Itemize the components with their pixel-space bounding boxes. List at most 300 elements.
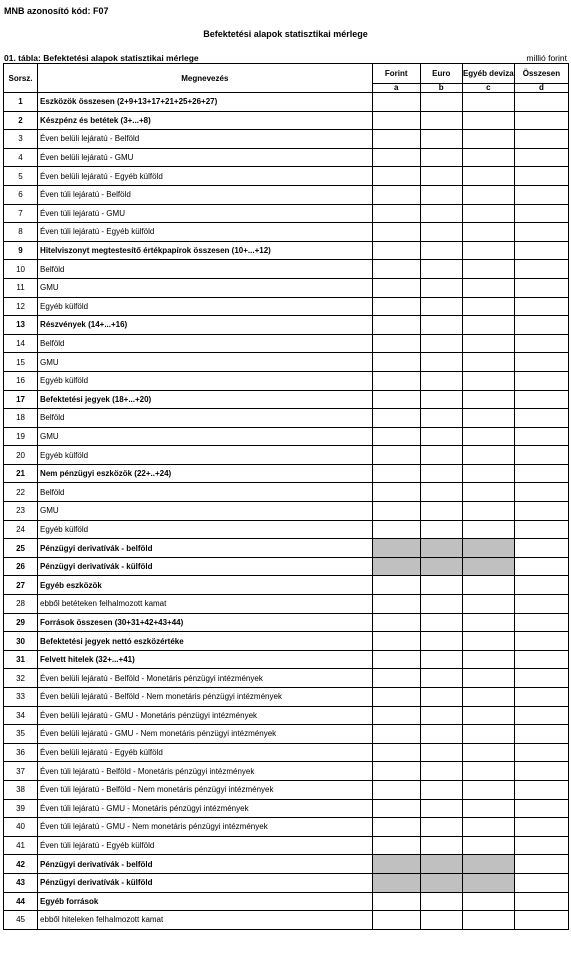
row-number: 39 bbox=[4, 799, 38, 818]
cell-forint[interactable] bbox=[372, 576, 420, 595]
row-number: 9 bbox=[4, 241, 38, 260]
cell-other-currency[interactable] bbox=[462, 371, 514, 390]
cell-forint[interactable] bbox=[372, 799, 420, 818]
cell-total[interactable] bbox=[514, 371, 568, 390]
header-total: Összesen bbox=[514, 64, 568, 84]
row-label: Nem pénzügyi eszközök (22+..+24) bbox=[38, 464, 373, 483]
row-label: Éven belüli lejáratú - Belföld bbox=[38, 130, 373, 149]
row-label: Pénzügyi derivatívák - külföld bbox=[38, 557, 373, 576]
table-row bbox=[4, 111, 569, 130]
cell-total[interactable] bbox=[514, 650, 568, 669]
cell-total[interactable] bbox=[514, 148, 568, 167]
balance-sheet-table bbox=[3, 63, 569, 930]
row-number: 12 bbox=[4, 297, 38, 316]
row-label: Éven túli lejáratú - Egyéb külföld bbox=[38, 223, 373, 242]
cell-forint[interactable] bbox=[372, 464, 420, 483]
cell-euro[interactable] bbox=[420, 595, 462, 614]
table-row bbox=[4, 93, 569, 112]
cell-total[interactable] bbox=[514, 260, 568, 279]
row-number: 21 bbox=[4, 464, 38, 483]
cell-euro[interactable] bbox=[420, 409, 462, 428]
row-number: 44 bbox=[4, 892, 38, 911]
row-label: Befektetési jegyek nettó eszközértéke bbox=[38, 632, 373, 651]
row-number: 2 bbox=[4, 111, 38, 130]
row-label: Éven belüli lejáratú - Egyéb külföld bbox=[38, 743, 373, 762]
row-number: 20 bbox=[4, 446, 38, 465]
cell-total[interactable] bbox=[514, 204, 568, 223]
cell-forint[interactable] bbox=[372, 111, 420, 130]
row-label: Belföld bbox=[38, 260, 373, 279]
row-label: Egyéb külföld bbox=[38, 520, 373, 539]
table-row bbox=[4, 502, 569, 521]
cell-other-currency[interactable] bbox=[462, 669, 514, 688]
cell-other-currency[interactable] bbox=[462, 427, 514, 446]
cell-forint[interactable] bbox=[372, 93, 420, 112]
table-row bbox=[4, 409, 569, 428]
cell-total[interactable] bbox=[514, 780, 568, 799]
cell-other-currency[interactable] bbox=[462, 725, 514, 744]
row-label: Egyéb külföld bbox=[38, 371, 373, 390]
cell-total[interactable] bbox=[514, 464, 568, 483]
cell-total[interactable] bbox=[514, 911, 568, 930]
cell-total[interactable] bbox=[514, 483, 568, 502]
cell-euro[interactable] bbox=[420, 316, 462, 335]
cell-forint[interactable] bbox=[372, 409, 420, 428]
cell-euro[interactable] bbox=[420, 260, 462, 279]
cell-other-currency[interactable] bbox=[462, 390, 514, 409]
table-row bbox=[4, 520, 569, 539]
table-row bbox=[4, 148, 569, 167]
cell-other-currency[interactable] bbox=[462, 278, 514, 297]
row-number: 29 bbox=[4, 613, 38, 632]
row-label: Éven túli lejáratú - GMU - Nem monetáris pénzügyi intézmények bbox=[38, 818, 373, 837]
table-row bbox=[4, 130, 569, 149]
cell-other-currency[interactable] bbox=[462, 762, 514, 781]
subheader-b: b bbox=[420, 84, 462, 93]
cell-other-currency[interactable] bbox=[462, 706, 514, 725]
table-row bbox=[4, 557, 569, 576]
cell-other-currency[interactable] bbox=[462, 743, 514, 762]
row-label: Éven túli lejáratú - Belföld bbox=[38, 185, 373, 204]
row-number: 18 bbox=[4, 409, 38, 428]
cell-other-currency bbox=[462, 855, 514, 874]
table-row bbox=[4, 613, 569, 632]
cell-total[interactable] bbox=[514, 427, 568, 446]
cell-other-currency[interactable] bbox=[462, 780, 514, 799]
row-label: Pénzügyi derivatívák - belföld bbox=[38, 539, 373, 558]
cell-euro[interactable] bbox=[420, 725, 462, 744]
cell-other-currency[interactable] bbox=[462, 204, 514, 223]
cell-other-currency[interactable] bbox=[462, 464, 514, 483]
cell-forint[interactable] bbox=[372, 725, 420, 744]
cell-euro[interactable] bbox=[420, 613, 462, 632]
cell-total[interactable] bbox=[514, 669, 568, 688]
cell-euro[interactable] bbox=[420, 464, 462, 483]
header-serial: Sorsz. bbox=[4, 64, 38, 93]
row-label: Belföld bbox=[38, 409, 373, 428]
table-row bbox=[4, 260, 569, 279]
table-row bbox=[4, 446, 569, 465]
row-number: 32 bbox=[4, 669, 38, 688]
table-row bbox=[4, 316, 569, 335]
cell-forint bbox=[372, 557, 420, 576]
cell-other-currency[interactable] bbox=[462, 111, 514, 130]
table-row bbox=[4, 632, 569, 651]
cell-other-currency bbox=[462, 557, 514, 576]
cell-forint[interactable] bbox=[372, 297, 420, 316]
cell-other-currency[interactable] bbox=[462, 818, 514, 837]
cell-total[interactable] bbox=[514, 725, 568, 744]
cell-euro[interactable] bbox=[420, 780, 462, 799]
cell-euro[interactable] bbox=[420, 185, 462, 204]
cell-other-currency[interactable] bbox=[462, 799, 514, 818]
row-label: ebből betéteken felhalmozott kamat bbox=[38, 595, 373, 614]
cell-euro[interactable] bbox=[420, 632, 462, 651]
row-label: GMU bbox=[38, 502, 373, 521]
cell-euro[interactable] bbox=[420, 204, 462, 223]
cell-total[interactable] bbox=[514, 390, 568, 409]
table-row bbox=[4, 185, 569, 204]
cell-other-currency[interactable] bbox=[462, 353, 514, 372]
cell-total[interactable] bbox=[514, 836, 568, 855]
row-number: 4 bbox=[4, 148, 38, 167]
cell-other-currency[interactable] bbox=[462, 576, 514, 595]
cell-forint[interactable] bbox=[372, 167, 420, 186]
row-label: Éven belüli lejáratú - Belföld - Nem monetáris pénzügyi intézmények bbox=[38, 688, 373, 707]
cell-forint[interactable] bbox=[372, 390, 420, 409]
row-number: 13 bbox=[4, 316, 38, 335]
cell-forint[interactable] bbox=[372, 650, 420, 669]
row-label: Egyéb külföld bbox=[38, 297, 373, 316]
cell-euro[interactable] bbox=[420, 167, 462, 186]
cell-total[interactable] bbox=[514, 502, 568, 521]
cell-other-currency[interactable] bbox=[462, 316, 514, 335]
row-label: Éven belüli lejáratú - Belföld - Monetáris pénzügyi intézmények bbox=[38, 669, 373, 688]
row-label: Éven túli lejáratú - Egyéb külföld bbox=[38, 836, 373, 855]
cell-euro bbox=[420, 557, 462, 576]
cell-euro[interactable] bbox=[420, 743, 462, 762]
cell-euro[interactable] bbox=[420, 93, 462, 112]
subheader-d: d bbox=[514, 84, 568, 93]
cell-total[interactable] bbox=[514, 316, 568, 335]
row-number: 35 bbox=[4, 725, 38, 744]
row-number: 5 bbox=[4, 167, 38, 186]
row-number: 45 bbox=[4, 911, 38, 930]
cell-total[interactable] bbox=[514, 576, 568, 595]
cell-forint[interactable] bbox=[372, 223, 420, 242]
cell-other-currency[interactable] bbox=[462, 483, 514, 502]
cell-forint[interactable] bbox=[372, 706, 420, 725]
cell-other-currency[interactable] bbox=[462, 148, 514, 167]
cell-total[interactable] bbox=[514, 873, 568, 892]
header-other-currency: Egyéb deviza bbox=[462, 64, 514, 84]
cell-total[interactable] bbox=[514, 93, 568, 112]
cell-forint[interactable] bbox=[372, 595, 420, 614]
table-row bbox=[4, 818, 569, 837]
table-row bbox=[4, 241, 569, 260]
table-row bbox=[4, 371, 569, 390]
cell-euro[interactable] bbox=[420, 706, 462, 725]
row-label: Éven belüli lejáratú - GMU - Monetáris pénzügyi intézmények bbox=[38, 706, 373, 725]
row-label: Éven túli lejáratú - Belföld - Nem monetáris pénzügyi intézmények bbox=[38, 780, 373, 799]
table-row bbox=[4, 297, 569, 316]
table-row bbox=[4, 873, 569, 892]
cell-total[interactable] bbox=[514, 111, 568, 130]
cell-total[interactable] bbox=[514, 185, 568, 204]
cell-other-currency[interactable] bbox=[462, 650, 514, 669]
row-label: Belföld bbox=[38, 334, 373, 353]
row-number: 36 bbox=[4, 743, 38, 762]
cell-euro[interactable] bbox=[420, 576, 462, 595]
cell-forint[interactable] bbox=[372, 278, 420, 297]
cell-forint[interactable] bbox=[372, 520, 420, 539]
cell-other-currency[interactable] bbox=[462, 613, 514, 632]
cell-forint[interactable] bbox=[372, 632, 420, 651]
table-row bbox=[4, 223, 569, 242]
row-number: 34 bbox=[4, 706, 38, 725]
row-label: GMU bbox=[38, 353, 373, 372]
row-number: 3 bbox=[4, 130, 38, 149]
cell-euro[interactable] bbox=[420, 297, 462, 316]
cell-forint[interactable] bbox=[372, 762, 420, 781]
cell-euro[interactable] bbox=[420, 353, 462, 372]
cell-euro[interactable] bbox=[420, 241, 462, 260]
cell-other-currency[interactable] bbox=[462, 632, 514, 651]
cell-total[interactable] bbox=[514, 557, 568, 576]
table-row bbox=[4, 353, 569, 372]
cell-forint[interactable] bbox=[372, 241, 420, 260]
row-label: Hitelviszonyt megtestesítő értékpapírok összesen (10+...+12) bbox=[38, 241, 373, 260]
cell-euro[interactable] bbox=[420, 223, 462, 242]
row-label: Éven túli lejáratú - GMU - Monetáris pénzügyi intézmények bbox=[38, 799, 373, 818]
cell-total[interactable] bbox=[514, 613, 568, 632]
table-row bbox=[4, 390, 569, 409]
cell-euro[interactable] bbox=[420, 371, 462, 390]
row-label: Eszközök összesen (2+9+13+17+21+25+26+27) bbox=[38, 93, 373, 112]
cell-total[interactable] bbox=[514, 334, 568, 353]
cell-other-currency[interactable] bbox=[462, 241, 514, 260]
cell-forint[interactable] bbox=[372, 427, 420, 446]
cell-other-currency[interactable] bbox=[462, 502, 514, 521]
row-number: 24 bbox=[4, 520, 38, 539]
header-name: Megnevezés bbox=[38, 64, 373, 93]
cell-total[interactable] bbox=[514, 353, 568, 372]
table-caption: 01. tábla: Befektetési alapok statisztikai mérlege bbox=[4, 53, 199, 63]
cell-total[interactable] bbox=[514, 409, 568, 428]
row-number: 40 bbox=[4, 818, 38, 837]
table-row bbox=[4, 427, 569, 446]
cell-euro[interactable] bbox=[420, 799, 462, 818]
cell-other-currency[interactable] bbox=[462, 520, 514, 539]
row-label: Éven belüli lejáratú - GMU - Nem monetáris pénzügyi intézmények bbox=[38, 725, 373, 744]
subheader-c: c bbox=[462, 84, 514, 93]
table-row bbox=[4, 595, 569, 614]
cell-euro[interactable] bbox=[420, 892, 462, 911]
cell-euro[interactable] bbox=[420, 148, 462, 167]
cell-forint[interactable] bbox=[372, 613, 420, 632]
row-label: Egyéb eszközök bbox=[38, 576, 373, 595]
table-row bbox=[4, 483, 569, 502]
cell-other-currency bbox=[462, 873, 514, 892]
cell-other-currency[interactable] bbox=[462, 595, 514, 614]
cell-euro[interactable] bbox=[420, 334, 462, 353]
row-number: 6 bbox=[4, 185, 38, 204]
cell-euro[interactable] bbox=[420, 911, 462, 930]
cell-forint bbox=[372, 855, 420, 874]
cell-total[interactable] bbox=[514, 539, 568, 558]
cell-euro[interactable] bbox=[420, 520, 462, 539]
table-row bbox=[4, 725, 569, 744]
row-label: Pénzügyi derivatívák - belföld bbox=[38, 855, 373, 874]
row-number: 26 bbox=[4, 557, 38, 576]
row-label: Éven belüli lejáratú - Egyéb külföld bbox=[38, 167, 373, 186]
cell-forint bbox=[372, 539, 420, 558]
cell-total[interactable] bbox=[514, 297, 568, 316]
cell-euro[interactable] bbox=[420, 836, 462, 855]
row-number: 25 bbox=[4, 539, 38, 558]
table-row bbox=[4, 855, 569, 874]
cell-other-currency[interactable] bbox=[462, 409, 514, 428]
cell-total[interactable] bbox=[514, 706, 568, 725]
cell-euro[interactable] bbox=[420, 669, 462, 688]
row-number: 42 bbox=[4, 855, 38, 874]
cell-other-currency[interactable] bbox=[462, 185, 514, 204]
cell-euro[interactable] bbox=[420, 111, 462, 130]
row-number: 10 bbox=[4, 260, 38, 279]
cell-total[interactable] bbox=[514, 743, 568, 762]
table-row bbox=[4, 650, 569, 669]
cell-other-currency[interactable] bbox=[462, 334, 514, 353]
cell-forint[interactable] bbox=[372, 446, 420, 465]
cell-euro[interactable] bbox=[420, 762, 462, 781]
cell-other-currency[interactable] bbox=[462, 260, 514, 279]
cell-forint[interactable] bbox=[372, 260, 420, 279]
cell-other-currency[interactable] bbox=[462, 446, 514, 465]
cell-forint[interactable] bbox=[372, 371, 420, 390]
row-label: Éven belüli lejáratú - GMU bbox=[38, 148, 373, 167]
table-row bbox=[4, 688, 569, 707]
row-number: 28 bbox=[4, 595, 38, 614]
table-row bbox=[4, 576, 569, 595]
table-row bbox=[4, 743, 569, 762]
row-number: 31 bbox=[4, 650, 38, 669]
cell-euro[interactable] bbox=[420, 688, 462, 707]
row-label: Részvények (14+...+16) bbox=[38, 316, 373, 335]
cell-total[interactable] bbox=[514, 130, 568, 149]
cell-euro[interactable] bbox=[420, 390, 462, 409]
cell-euro[interactable] bbox=[420, 650, 462, 669]
cell-total[interactable] bbox=[514, 446, 568, 465]
cell-forint[interactable] bbox=[372, 911, 420, 930]
row-label: GMU bbox=[38, 278, 373, 297]
cell-forint[interactable] bbox=[372, 688, 420, 707]
table-row bbox=[4, 539, 569, 558]
cell-total[interactable] bbox=[514, 167, 568, 186]
cell-euro[interactable] bbox=[420, 130, 462, 149]
cell-euro[interactable] bbox=[420, 446, 462, 465]
cell-euro[interactable] bbox=[420, 427, 462, 446]
cell-total[interactable] bbox=[514, 762, 568, 781]
row-label: Készpénz és betétek (3+...+8) bbox=[38, 111, 373, 130]
header-forint: Forint bbox=[372, 64, 420, 84]
cell-other-currency bbox=[462, 539, 514, 558]
cell-total[interactable] bbox=[514, 595, 568, 614]
cell-forint[interactable] bbox=[372, 892, 420, 911]
row-number: 38 bbox=[4, 780, 38, 799]
cell-euro[interactable] bbox=[420, 278, 462, 297]
cell-total[interactable] bbox=[514, 855, 568, 874]
cell-other-currency[interactable] bbox=[462, 167, 514, 186]
cell-euro bbox=[420, 539, 462, 558]
table-row bbox=[4, 836, 569, 855]
row-number: 16 bbox=[4, 371, 38, 390]
row-number: 19 bbox=[4, 427, 38, 446]
cell-other-currency[interactable] bbox=[462, 130, 514, 149]
cell-other-currency[interactable] bbox=[462, 93, 514, 112]
row-label: ebből hiteleken felhalmozott kamat bbox=[38, 911, 373, 930]
cell-forint[interactable] bbox=[372, 743, 420, 762]
subheader-a: a bbox=[372, 84, 420, 93]
cell-total[interactable] bbox=[514, 520, 568, 539]
table-row bbox=[4, 464, 569, 483]
row-number: 37 bbox=[4, 762, 38, 781]
cell-forint[interactable] bbox=[372, 836, 420, 855]
cell-euro[interactable] bbox=[420, 483, 462, 502]
cell-other-currency[interactable] bbox=[462, 297, 514, 316]
table-row bbox=[4, 669, 569, 688]
cell-total[interactable] bbox=[514, 799, 568, 818]
row-number: 7 bbox=[4, 204, 38, 223]
cell-total[interactable] bbox=[514, 688, 568, 707]
cell-other-currency[interactable] bbox=[462, 911, 514, 930]
cell-other-currency[interactable] bbox=[462, 688, 514, 707]
mnb-code: MNB azonosító kód: F07 bbox=[4, 6, 109, 16]
row-label: Belföld bbox=[38, 483, 373, 502]
cell-forint[interactable] bbox=[372, 148, 420, 167]
row-label: Éven túli lejáratú - GMU bbox=[38, 204, 373, 223]
cell-forint[interactable] bbox=[372, 669, 420, 688]
table-row bbox=[4, 167, 569, 186]
cell-forint[interactable] bbox=[372, 780, 420, 799]
cell-total[interactable] bbox=[514, 223, 568, 242]
cell-euro[interactable] bbox=[420, 818, 462, 837]
cell-forint[interactable] bbox=[372, 353, 420, 372]
cell-forint[interactable] bbox=[372, 483, 420, 502]
cell-total[interactable] bbox=[514, 632, 568, 651]
cell-total[interactable] bbox=[514, 818, 568, 837]
cell-total[interactable] bbox=[514, 241, 568, 260]
cell-forint[interactable] bbox=[372, 130, 420, 149]
row-label: Egyéb források bbox=[38, 892, 373, 911]
cell-euro[interactable] bbox=[420, 502, 462, 521]
cell-other-currency[interactable] bbox=[462, 892, 514, 911]
row-label: Éven túli lejáratú - Belföld - Monetáris pénzügyi intézmények bbox=[38, 762, 373, 781]
cell-forint[interactable] bbox=[372, 818, 420, 837]
cell-forint[interactable] bbox=[372, 316, 420, 335]
row-label: Felvett hitelek (32+...+41) bbox=[38, 650, 373, 669]
cell-total[interactable] bbox=[514, 278, 568, 297]
row-number: 43 bbox=[4, 873, 38, 892]
cell-other-currency[interactable] bbox=[462, 836, 514, 855]
cell-other-currency[interactable] bbox=[462, 223, 514, 242]
cell-forint[interactable] bbox=[372, 334, 420, 353]
row-number: 22 bbox=[4, 483, 38, 502]
cell-forint[interactable] bbox=[372, 204, 420, 223]
cell-forint[interactable] bbox=[372, 502, 420, 521]
cell-forint[interactable] bbox=[372, 185, 420, 204]
cell-euro bbox=[420, 855, 462, 874]
cell-total[interactable] bbox=[514, 892, 568, 911]
